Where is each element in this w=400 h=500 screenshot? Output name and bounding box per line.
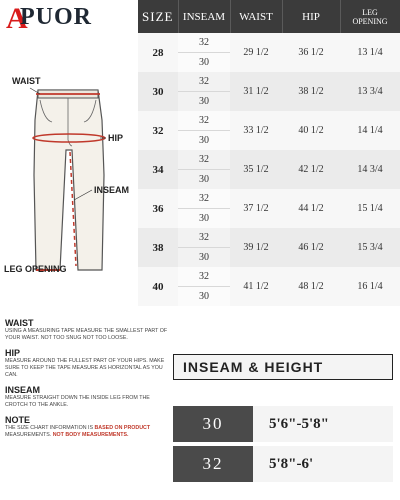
inseam-cell: 32 [178,111,230,131]
diagram-label-inseam: INSEAM [94,185,130,195]
inseam-height-title: INSEAM & HEIGHT [183,359,324,375]
table-row [138,72,400,92]
jeans-diagram [0,76,138,280]
table-row [138,150,400,170]
inseam-cell: 30 [178,92,230,112]
waist-cell: 33 1/2 [230,111,282,150]
waist-cell: 37 1/2 [230,189,282,228]
waist-cell: 35 1/2 [230,150,282,189]
leg-cell: 15 3/4 [340,228,400,267]
header-leg-opening [340,0,400,33]
header-leg-line1: LEG [362,7,378,17]
legend-inseam-desc: MEASURE STRAIGHT DOWN THE INSIDE LEG FROM THE CROTCH TO THE ANKLE. [5,395,150,408]
logo-text: PUOR [20,4,92,30]
leg-cell: 13 1/4 [340,33,400,72]
pants-outline [34,90,104,270]
header-size: SIZE [138,0,178,33]
note-text-2: MEASUREMENTS. [5,432,52,438]
leg-cell: 14 3/4 [340,150,400,189]
inseam-cell: 32 [178,228,230,248]
leg-cell: 16 1/4 [340,267,400,306]
waist-cell: 29 1/2 [230,33,282,72]
note-text-1: THE SIZE CHART INFORMATION IS [5,425,93,431]
legend-waist-title: WAIST [5,318,34,328]
hip-cell: 36 1/2 [282,33,340,72]
header-inseam: INSEAM [178,0,230,33]
legend-hip-desc: MEASURE AROUND THE FULLEST PART OF YOUR HIPS. MAKE SURE TO KEEP THE TAPE MEASURE AS HORIZONTAL AS YOU CAN. [5,358,165,378]
legend-inseam-title: INSEAM [5,385,41,395]
inseam-cell: 30 [178,209,230,229]
waist-cell: 31 1/2 [230,72,282,111]
inseam-value: 30 [173,406,253,442]
legend-note-desc [5,425,170,439]
header-hip: HIP [282,0,340,33]
inseam-height-row [173,406,393,442]
inseam-cell: 30 [178,287,230,307]
size-cell: 40 [138,267,178,306]
table-row [138,33,400,53]
inseam-cell: 30 [178,170,230,190]
jeans-illustration [0,80,138,280]
inseam-cell: 32 [178,150,230,170]
size-cell: 38 [138,228,178,267]
leg-cell: 15 1/4 [340,189,400,228]
table-header-row [138,0,400,33]
table-row [138,267,400,287]
inseam-height-row [173,446,393,482]
inseam-value: 32 [173,446,253,482]
height-value: 5'8"-6' [269,456,314,472]
inseam-cell: 30 [178,53,230,73]
note-red-2: NOT BODY MEASUREMENTS. [52,432,129,438]
hip-cell: 40 1/2 [282,111,340,150]
waist-cell: 41 1/2 [230,267,282,306]
inseam-cell: 32 [178,72,230,92]
leg-cell: 14 1/4 [340,111,400,150]
hip-cell: 38 1/2 [282,72,340,111]
size-cell: 30 [138,72,178,111]
logo-letter-a: A [6,2,28,35]
header-waist: WAIST [230,0,282,33]
hip-cell: 46 1/2 [282,228,340,267]
measurement-legend [5,318,170,439]
legend-hip-title: HIP [5,348,21,358]
brand-logo [6,2,131,35]
note-red-1: BASED ON PRODUCT [94,425,151,431]
table-row [138,189,400,209]
diagram-label-waist: WAIST [12,76,41,86]
diagram-label-hip: HIP [108,133,124,143]
table-row [138,111,400,131]
leg-cell: 13 3/4 [340,72,400,111]
inseam-height-title-box [173,354,393,380]
size-chart-table [138,0,400,306]
size-cell: 36 [138,189,178,228]
inseam-cell: 32 [178,267,230,287]
table-row [138,228,400,248]
hip-cell: 42 1/2 [282,150,340,189]
diagram-label-leg-opening: LEG OPENING [4,264,67,274]
inseam-cell: 30 [178,131,230,151]
height-value: 5'6"-5'8" [269,416,329,432]
inseam-cell: 32 [178,189,230,209]
hip-cell: 48 1/2 [282,267,340,306]
size-cell: 34 [138,150,178,189]
inseam-cell: 30 [178,248,230,268]
hip-cell: 44 1/2 [282,189,340,228]
legend-note-title: NOTE [5,415,31,425]
header-leg-line2: OPENING [352,16,388,26]
size-cell: 32 [138,111,178,150]
waist-cell: 39 1/2 [230,228,282,267]
size-cell: 28 [138,33,178,72]
inseam-cell: 32 [178,33,230,53]
legend-waist-desc: USING A MEASURING TAPE MEASURE THE SMALLEST PART OF YOUR WAIST. NOT TOO SNUG NOT TOO LOOSE. [5,328,168,341]
